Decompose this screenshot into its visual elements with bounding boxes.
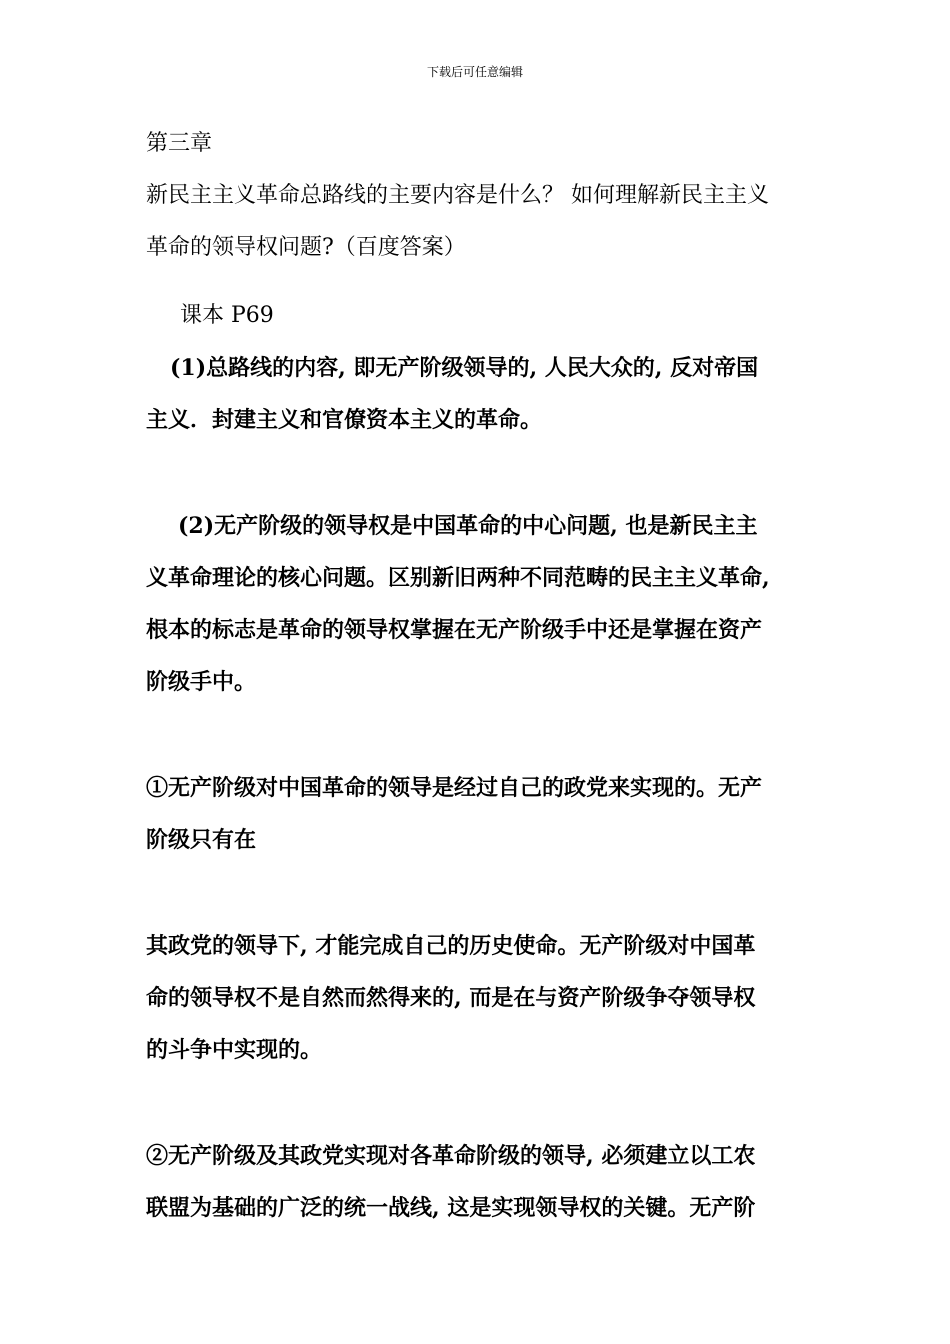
point-1-paragraph [146,342,816,446]
point-a-paragraph [146,762,816,866]
page-header [0,64,950,80]
continuation-line-3: 的斗争中实现的。 [146,1037,323,1063]
reference-text: 课本 P69 [180,303,274,328]
question-line-1: 新民主主义革命总路线的主要内容是什么？ 如何理解新民主主义 [146,183,769,208]
point-2-line-1: (2)无产阶级的领导权是中国革命的中心问题, 也是新民主主 [178,513,758,539]
header-text: 下载后可任意编辑 [426,65,523,79]
point-2-line-2: 义革命理论的核心问题。区别新旧两种不同范畴的民主主义革命, [146,565,770,591]
question-paragraph [146,170,816,274]
point-1-line-2: 主义．封建主义和官僚资本主义的革命。 [146,407,543,433]
point-b-paragraph [146,1130,816,1234]
continuation-line-1: 其政党的领导下, 才能完成自己的历史使命。无产阶级对中国革 [146,933,756,959]
point-b-line-2: 联盟为基础的广泛的统一战线, 这是实现领导权的关键。无产阶 [146,1195,756,1221]
document-body [146,118,816,1234]
continuation-line-2: 命的领导权不是自然而然得来的, 而是在与资产阶级争夺领导权 [146,985,756,1011]
question-line-2: 革命的领导权问题?（百度答案） [146,235,466,260]
point-2-line-3: 根本的标志是革命的领导权掌握在无产阶级手中还是掌握在资产 [146,617,763,643]
continuation-paragraph [146,920,816,1076]
point-1-line-1: (1)总路线的内容, 即无产阶级领导的, 人民大众的, 反对帝国 [170,355,759,381]
reference-line [146,290,816,342]
point-b-line-1: ②无产阶级及其政党实现对各革命阶级的领导, 必须建立以工农 [146,1143,756,1169]
point-a-line-1: ①无产阶级对中国革命的领导是经过自己的政党来实现的。无产 [146,775,763,801]
point-2-line-4: 阶级手中。 [146,669,257,695]
point-2-paragraph [146,500,816,708]
chapter-text: 第三章 [146,131,213,156]
chapter-title [146,118,816,170]
point-a-line-2: 阶级只有在 [146,827,257,853]
